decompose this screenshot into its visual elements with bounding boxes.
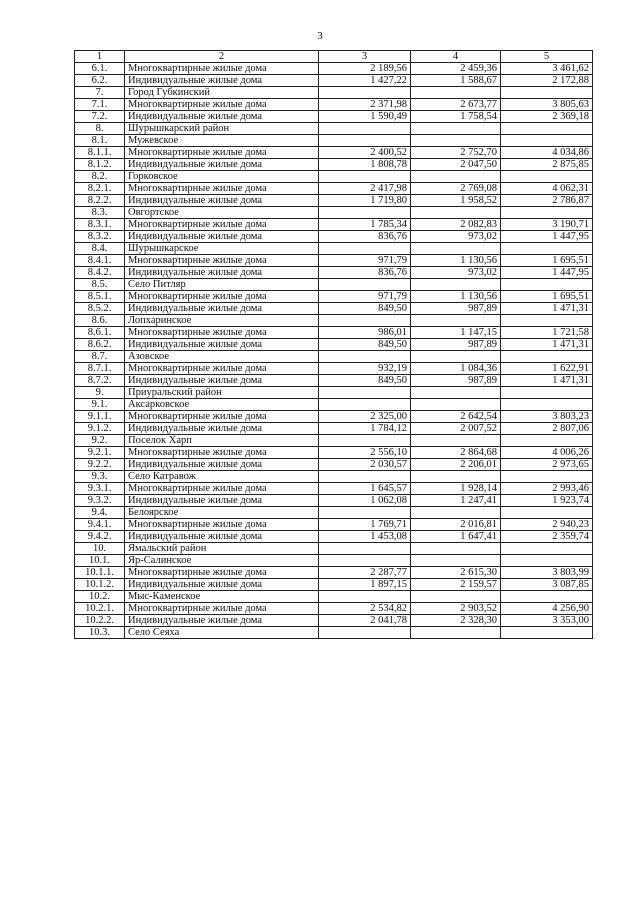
column-header: 3	[319, 51, 411, 63]
row-name: Многоквартирные жилые дома	[125, 327, 319, 339]
row-name: Многоквартирные жилые дома	[125, 411, 319, 423]
row-name: Индивидуальные жилые дома	[125, 423, 319, 435]
row-value-col5: 2 993,46	[501, 483, 593, 495]
row-name: Индивидуальные жилые дома	[125, 195, 319, 207]
column-header: 5	[501, 51, 593, 63]
table-row	[75, 459, 593, 471]
row-value-col4: 973,02	[411, 267, 501, 279]
row-value-col3	[319, 315, 411, 327]
row-value-col5: 1 447,95	[501, 231, 593, 243]
row-value-col5: 1 695,51	[501, 255, 593, 267]
row-value-col3: 849,50	[319, 339, 411, 351]
row-value-col4	[411, 135, 501, 147]
table-body	[75, 63, 593, 639]
row-value-col4: 973,02	[411, 231, 501, 243]
row-value-col4: 2 903,52	[411, 603, 501, 615]
row-code: 8.7.2.	[75, 375, 125, 387]
row-value-col5: 2 807,06	[501, 423, 593, 435]
row-code: 9.4.1.	[75, 519, 125, 531]
row-value-col4: 1 928,14	[411, 483, 501, 495]
row-value-col3	[319, 399, 411, 411]
row-name: Индивидуальные жилые дома	[125, 231, 319, 243]
row-value-col5: 1 695,51	[501, 291, 593, 303]
table-row	[75, 267, 593, 279]
table-row	[75, 387, 593, 399]
row-code: 8.3.1.	[75, 219, 125, 231]
table-row	[75, 123, 593, 135]
row-value-col4: 1 758,54	[411, 111, 501, 123]
row-value-col4: 1 084,36	[411, 363, 501, 375]
table-row	[75, 159, 593, 171]
row-value-col3: 986,01	[319, 327, 411, 339]
table-row	[75, 627, 593, 639]
row-value-col5: 4 062,31	[501, 183, 593, 195]
row-value-col5: 1 721,58	[501, 327, 593, 339]
row-code: 9.1.1.	[75, 411, 125, 423]
row-value-col4: 2 673,77	[411, 99, 501, 111]
row-value-col4	[411, 543, 501, 555]
row-value-col5: 2 940,23	[501, 519, 593, 531]
row-code: 8.5.1.	[75, 291, 125, 303]
row-value-col5: 2 786,87	[501, 195, 593, 207]
table-header-row	[75, 51, 593, 63]
table-row	[75, 603, 593, 615]
row-value-col3	[319, 435, 411, 447]
row-value-col4: 2 206,01	[411, 459, 501, 471]
row-value-col3: 1 062,08	[319, 495, 411, 507]
table-row	[75, 495, 593, 507]
row-name: Аксарковское	[125, 399, 319, 411]
row-value-col4	[411, 399, 501, 411]
row-name: Многоквартирные жилые дома	[125, 255, 319, 267]
row-value-col4: 987,89	[411, 375, 501, 387]
row-name: Ямальский район	[125, 543, 319, 555]
row-value-col3: 971,79	[319, 255, 411, 267]
row-name: Мужевское	[125, 135, 319, 147]
row-value-col3	[319, 123, 411, 135]
table-row	[75, 243, 593, 255]
row-value-col3	[319, 555, 411, 567]
table-row	[75, 219, 593, 231]
table-row	[75, 399, 593, 411]
row-value-col5: 1 622,91	[501, 363, 593, 375]
row-value-col4: 1 130,56	[411, 291, 501, 303]
row-code: 8.6.1.	[75, 327, 125, 339]
row-code: 9.2.1.	[75, 447, 125, 459]
row-value-col3	[319, 279, 411, 291]
row-value-col5	[501, 627, 593, 639]
row-value-col3: 971,79	[319, 291, 411, 303]
page-number: 3	[317, 30, 323, 42]
row-code: 7.1.	[75, 99, 125, 111]
row-value-col5	[501, 351, 593, 363]
row-code: 8.4.	[75, 243, 125, 255]
row-name: Многоквартирные жилые дома	[125, 567, 319, 579]
row-value-col3	[319, 207, 411, 219]
row-name: Индивидуальные жилые дома	[125, 375, 319, 387]
row-value-col4: 2 016,81	[411, 519, 501, 531]
row-code: 7.2.	[75, 111, 125, 123]
row-name: Село Питляр	[125, 279, 319, 291]
row-code: 8.4.1.	[75, 255, 125, 267]
column-header: 4	[411, 51, 501, 63]
row-name: Индивидуальные жилые дома	[125, 111, 319, 123]
row-value-col5: 1 471,31	[501, 303, 593, 315]
row-value-col3: 2 417,98	[319, 183, 411, 195]
row-value-col3: 836,76	[319, 231, 411, 243]
row-value-col3: 2 371,98	[319, 99, 411, 111]
table-row	[75, 135, 593, 147]
row-value-col3: 2 325,00	[319, 411, 411, 423]
table-row	[75, 63, 593, 75]
row-name: Индивидуальные жилые дома	[125, 267, 319, 279]
table-row	[75, 519, 593, 531]
row-value-col3: 849,50	[319, 375, 411, 387]
table-row	[75, 567, 593, 579]
table-row	[75, 171, 593, 183]
row-name: Многоквартирные жилые дома	[125, 147, 319, 159]
row-name: Индивидуальные жилые дома	[125, 495, 319, 507]
row-code: 8.4.2.	[75, 267, 125, 279]
row-code: 10.1.	[75, 555, 125, 567]
row-value-col5: 1 923,74	[501, 495, 593, 507]
row-name: Индивидуальные жилые дома	[125, 159, 319, 171]
table-row	[75, 147, 593, 159]
row-value-col3	[319, 171, 411, 183]
row-value-col4	[411, 279, 501, 291]
table-row	[75, 615, 593, 627]
row-value-col3: 1 808,78	[319, 159, 411, 171]
row-value-col3: 932,19	[319, 363, 411, 375]
row-name: Многоквартирные жилые дома	[125, 447, 319, 459]
row-value-col4: 2 007,52	[411, 423, 501, 435]
table-row	[75, 207, 593, 219]
row-code: 8.	[75, 123, 125, 135]
row-code: 8.1.2.	[75, 159, 125, 171]
row-value-col5: 3 805,63	[501, 99, 593, 111]
table-row	[75, 351, 593, 363]
row-value-col4	[411, 123, 501, 135]
row-value-col3: 2 556,10	[319, 447, 411, 459]
table-row	[75, 411, 593, 423]
row-value-col5: 1 471,31	[501, 375, 593, 387]
table-row	[75, 303, 593, 315]
row-code: 8.5.	[75, 279, 125, 291]
row-name: Многоквартирные жилые дома	[125, 363, 319, 375]
table-row	[75, 591, 593, 603]
row-value-col3: 2 534,82	[319, 603, 411, 615]
row-code: 9.3.2.	[75, 495, 125, 507]
row-value-col5	[501, 123, 593, 135]
row-value-col3	[319, 591, 411, 603]
row-value-col3	[319, 471, 411, 483]
row-value-col4: 2 082,83	[411, 219, 501, 231]
table-row	[75, 363, 593, 375]
row-code: 8.7.1.	[75, 363, 125, 375]
table-row	[75, 111, 593, 123]
row-name: Многоквартирные жилые дома	[125, 519, 319, 531]
row-value-col4: 1 588,67	[411, 75, 501, 87]
row-value-col5: 3 461,62	[501, 63, 593, 75]
row-value-col5: 1 471,31	[501, 339, 593, 351]
table-row	[75, 255, 593, 267]
row-value-col5: 4 256,90	[501, 603, 593, 615]
row-code: 10.1.1.	[75, 567, 125, 579]
row-name: Индивидуальные жилые дома	[125, 339, 319, 351]
row-name: Лопхаринское	[125, 315, 319, 327]
row-value-col3: 836,76	[319, 267, 411, 279]
table-row	[75, 315, 593, 327]
row-name: Многоквартирные жилые дома	[125, 603, 319, 615]
row-name: Индивидуальные жилые дома	[125, 75, 319, 87]
row-code: 7.	[75, 87, 125, 99]
row-name: Поселок Харп	[125, 435, 319, 447]
table-row	[75, 195, 593, 207]
row-code: 6.2.	[75, 75, 125, 87]
row-value-col4: 987,89	[411, 303, 501, 315]
table-row	[75, 435, 593, 447]
row-code: 9.3.	[75, 471, 125, 483]
row-value-col3	[319, 627, 411, 639]
row-code: 9.4.	[75, 507, 125, 519]
row-value-col5: 3 803,99	[501, 567, 593, 579]
row-value-col5	[501, 87, 593, 99]
row-value-col3: 2 287,77	[319, 567, 411, 579]
row-value-col4: 1 147,15	[411, 327, 501, 339]
row-value-col5: 3 087,85	[501, 579, 593, 591]
row-code: 9.2.2.	[75, 459, 125, 471]
row-value-col3	[319, 387, 411, 399]
row-name: Мыс-Каменское	[125, 591, 319, 603]
row-code: 6.1.	[75, 63, 125, 75]
row-value-col3: 1 897,15	[319, 579, 411, 591]
column-header: 2	[125, 51, 319, 63]
row-value-col4: 2 459,36	[411, 63, 501, 75]
row-value-col4: 2 328,30	[411, 615, 501, 627]
row-value-col4	[411, 387, 501, 399]
row-value-col3	[319, 243, 411, 255]
row-value-col5	[501, 435, 593, 447]
price-table	[74, 50, 593, 639]
table-row	[75, 183, 593, 195]
row-name: Многоквартирные жилые дома	[125, 291, 319, 303]
row-value-col5	[501, 135, 593, 147]
row-value-col4	[411, 243, 501, 255]
table-row	[75, 531, 593, 543]
row-name: Многоквартирные жилые дома	[125, 99, 319, 111]
row-name: Шурышкарское	[125, 243, 319, 255]
row-value-col3: 1 645,57	[319, 483, 411, 495]
row-value-col5	[501, 399, 593, 411]
row-value-col5	[501, 207, 593, 219]
table-row	[75, 279, 593, 291]
row-name: Индивидуальные жилые дома	[125, 531, 319, 543]
row-code: 10.	[75, 543, 125, 555]
row-name: Индивидуальные жилые дома	[125, 303, 319, 315]
row-value-col5	[501, 555, 593, 567]
row-name: Овгортское	[125, 207, 319, 219]
row-value-col5	[501, 507, 593, 519]
row-name: Приуральский район	[125, 387, 319, 399]
row-value-col4: 1 247,41	[411, 495, 501, 507]
row-value-col4	[411, 591, 501, 603]
row-value-col5	[501, 387, 593, 399]
row-value-col4: 1 647,41	[411, 531, 501, 543]
row-value-col4: 2 159,57	[411, 579, 501, 591]
row-code: 9.4.2.	[75, 531, 125, 543]
table-row	[75, 471, 593, 483]
row-code: 8.2.1.	[75, 183, 125, 195]
row-code: 8.2.	[75, 171, 125, 183]
row-value-col3	[319, 351, 411, 363]
row-value-col4	[411, 207, 501, 219]
row-value-col4: 2 752,70	[411, 147, 501, 159]
row-value-col4	[411, 171, 501, 183]
row-name: Село Сеяха	[125, 627, 319, 639]
row-code: 8.1.1.	[75, 147, 125, 159]
row-value-col3: 1 769,71	[319, 519, 411, 531]
row-name: Многоквартирные жилые дома	[125, 63, 319, 75]
row-value-col5	[501, 279, 593, 291]
row-value-col4	[411, 351, 501, 363]
row-value-col5: 2 172,88	[501, 75, 593, 87]
row-value-col3	[319, 543, 411, 555]
row-name: Горковское	[125, 171, 319, 183]
row-value-col3	[319, 87, 411, 99]
row-code: 8.3.	[75, 207, 125, 219]
row-value-col3: 2 189,56	[319, 63, 411, 75]
table-row	[75, 423, 593, 435]
row-value-col4: 2 615,30	[411, 567, 501, 579]
row-value-col5: 3 803,23	[501, 411, 593, 423]
row-name: Индивидуальные жилые дома	[125, 459, 319, 471]
row-code: 10.2.	[75, 591, 125, 603]
row-value-col4	[411, 471, 501, 483]
table-row	[75, 447, 593, 459]
row-name: Многоквартирные жилые дома	[125, 483, 319, 495]
table-row	[75, 507, 593, 519]
row-code: 9.3.1.	[75, 483, 125, 495]
table-row	[75, 327, 593, 339]
row-value-col3: 2 030,57	[319, 459, 411, 471]
row-value-col4: 2 047,50	[411, 159, 501, 171]
row-value-col4: 2 864,68	[411, 447, 501, 459]
row-code: 10.3.	[75, 627, 125, 639]
row-name: Село Катравож	[125, 471, 319, 483]
row-value-col5	[501, 471, 593, 483]
table-row	[75, 555, 593, 567]
row-code: 10.2.2.	[75, 615, 125, 627]
row-code: 9.	[75, 387, 125, 399]
row-name: Яр-Салинское	[125, 555, 319, 567]
row-value-col3: 849,50	[319, 303, 411, 315]
row-value-col3	[319, 135, 411, 147]
table-row	[75, 375, 593, 387]
table-row	[75, 543, 593, 555]
row-code: 10.2.1.	[75, 603, 125, 615]
row-value-col4: 2 769,08	[411, 183, 501, 195]
row-value-col3: 1 785,34	[319, 219, 411, 231]
row-code: 10.1.2.	[75, 579, 125, 591]
row-value-col3	[319, 507, 411, 519]
row-value-col5	[501, 171, 593, 183]
row-value-col4	[411, 315, 501, 327]
row-name: Многоквартирные жилые дома	[125, 219, 319, 231]
row-code: 8.7.	[75, 351, 125, 363]
row-value-col5: 3 190,71	[501, 219, 593, 231]
row-name: Город Губкинский	[125, 87, 319, 99]
row-code: 9.1.2.	[75, 423, 125, 435]
row-value-col4	[411, 435, 501, 447]
row-value-col5	[501, 243, 593, 255]
row-value-col4: 1 130,56	[411, 255, 501, 267]
row-value-col4: 2 642,54	[411, 411, 501, 423]
row-value-col5: 2 973,65	[501, 459, 593, 471]
row-value-col3: 1 453,08	[319, 531, 411, 543]
row-code: 9.1.	[75, 399, 125, 411]
row-code: 8.3.2.	[75, 231, 125, 243]
table-row	[75, 579, 593, 591]
row-name: Многоквартирные жилые дома	[125, 183, 319, 195]
row-value-col5: 2 369,18	[501, 111, 593, 123]
row-value-col3: 1 719,80	[319, 195, 411, 207]
row-value-col5: 4 034,86	[501, 147, 593, 159]
row-value-col3: 1 427,22	[319, 75, 411, 87]
row-code: 8.6.2.	[75, 339, 125, 351]
row-value-col5	[501, 315, 593, 327]
row-value-col3: 2 041,78	[319, 615, 411, 627]
table-row	[75, 339, 593, 351]
row-value-col4	[411, 627, 501, 639]
row-code: 8.5.2.	[75, 303, 125, 315]
row-name: Белоярское	[125, 507, 319, 519]
row-name: Индивидуальные жилые дома	[125, 579, 319, 591]
row-value-col5: 1 447,95	[501, 267, 593, 279]
row-value-col3: 2 400,52	[319, 147, 411, 159]
row-name: Азовское	[125, 351, 319, 363]
row-value-col4	[411, 87, 501, 99]
row-value-col4: 1 958,52	[411, 195, 501, 207]
row-name: Шурышкарский район	[125, 123, 319, 135]
table-row	[75, 291, 593, 303]
row-code: 8.6.	[75, 315, 125, 327]
table-row	[75, 483, 593, 495]
row-name: Индивидуальные жилые дома	[125, 615, 319, 627]
row-code: 8.1.	[75, 135, 125, 147]
table-row	[75, 231, 593, 243]
column-header: 1	[75, 51, 125, 63]
table-row	[75, 87, 593, 99]
row-value-col4	[411, 555, 501, 567]
row-code: 8.2.2.	[75, 195, 125, 207]
row-value-col3: 1 590,49	[319, 111, 411, 123]
table-row	[75, 75, 593, 87]
row-value-col5: 2 359,74	[501, 531, 593, 543]
row-value-col5: 3 353,00	[501, 615, 593, 627]
row-value-col5: 4 006,26	[501, 447, 593, 459]
row-value-col3: 1 784,12	[319, 423, 411, 435]
row-value-col4	[411, 507, 501, 519]
row-code: 9.2.	[75, 435, 125, 447]
row-value-col5	[501, 543, 593, 555]
row-value-col4: 987,89	[411, 339, 501, 351]
row-value-col5: 2 875,85	[501, 159, 593, 171]
row-value-col5	[501, 591, 593, 603]
table-row	[75, 99, 593, 111]
